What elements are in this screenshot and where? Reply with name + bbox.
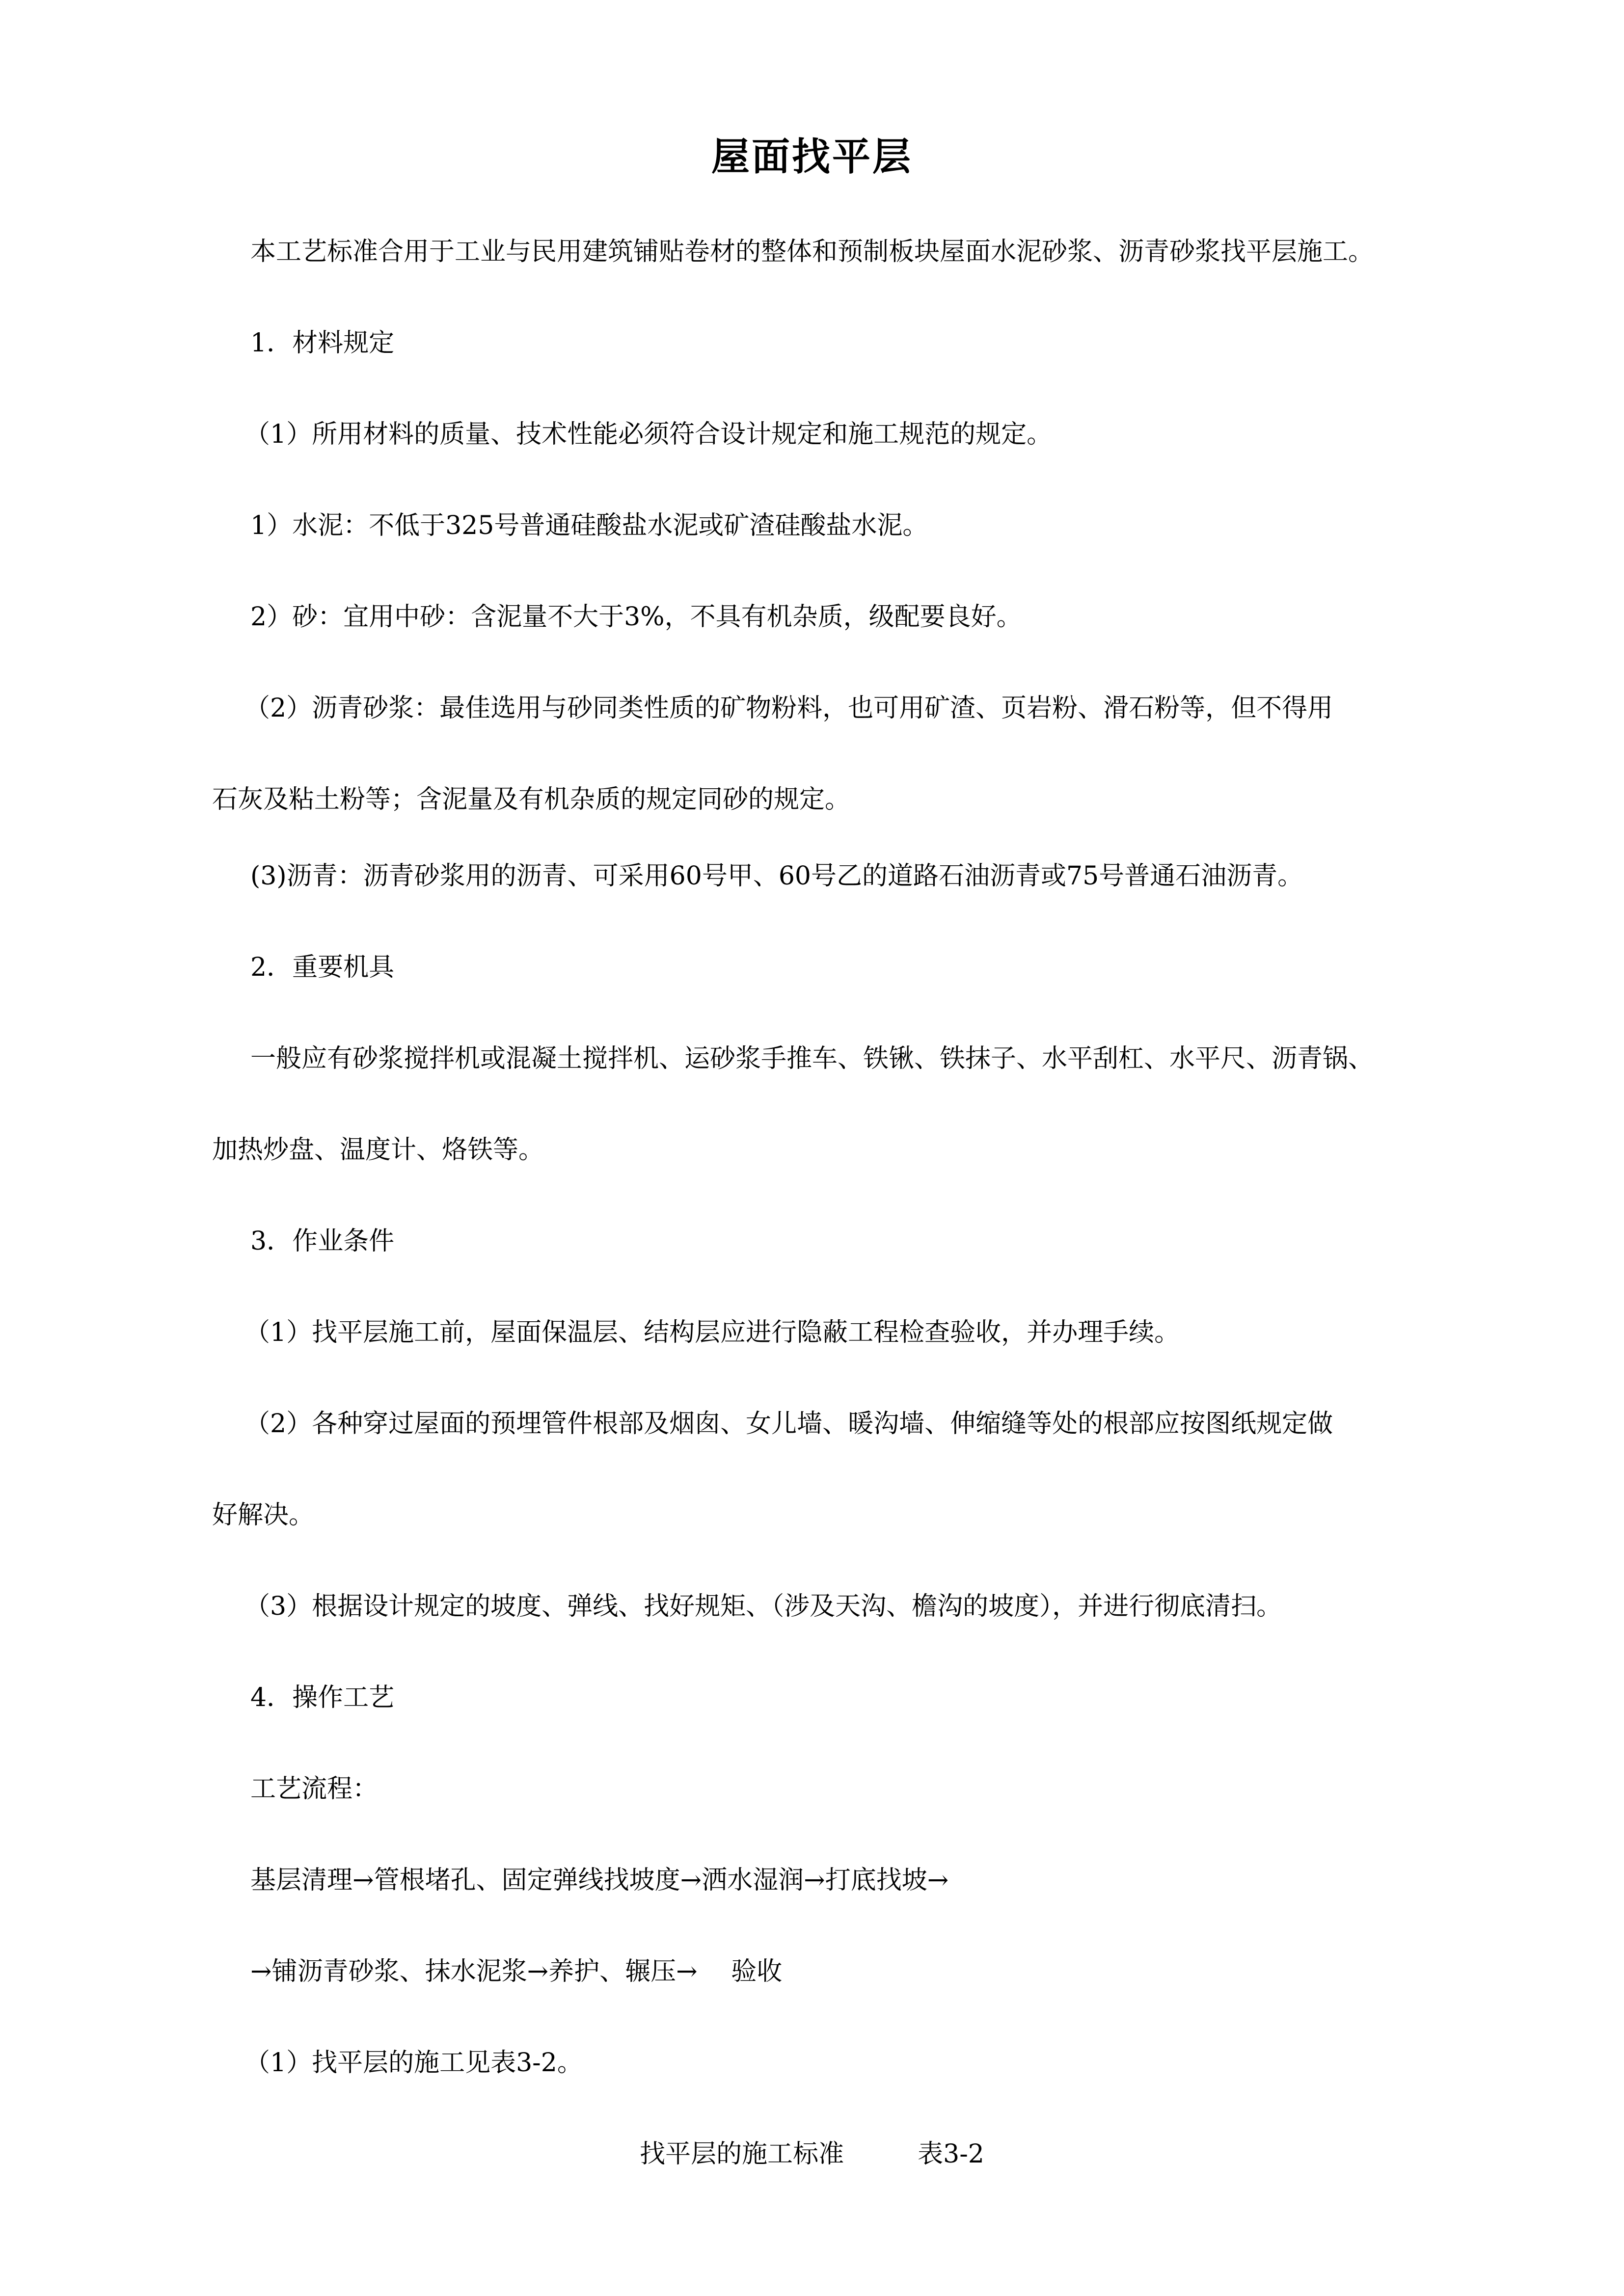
tools-text-line-1: 一般应有砂浆搅拌机或混凝土搅拌机、运砂浆手推车、铁锹、铁抹子、水平刮杠、水平尺、沥青锅、 [250,1044,1374,1073]
materials-item-cement: 1）水泥：不低于325号普通硅酸盐水泥或矿渣硅酸盐水泥。 [250,511,928,540]
intro-paragraph: 本工艺标准合用于工业与民用建筑铺贴卷材的整体和预制板块屋面水泥砂浆、沥青砂浆找平层施工。 [250,237,1374,267]
conditions-item-3: （3）根据设计规定的坡度、弹线、找好规矩、（涉及天沟、檐沟的坡度），并进行彻底清扫。 [244,1592,1282,1621]
process-item-1: （1）找平层的施工见表3-2。 [244,2048,583,2078]
table-caption-title: 找平层的施工标准 [640,2139,844,2169]
process-flow-line-1: 基层清理→管根堵孔、固定弹线找坡度→洒水湿润→打底找坡→ [250,1866,949,1895]
table-caption [0,2137,1624,2171]
tools-text-line-2: 加热炒盘、温度计、烙铁等。 [212,1135,544,1165]
conditions-item-2-line-2: 好解决。 [212,1500,315,1530]
process-flow-line-2: →铺沥青砂浆、抹水泥浆→养护、辗压→ 验收 [250,1957,783,1986]
conditions-item-2-line-1: （2）各种穿过屋面的预埋管件根部及烟囱、女儿墙、暖沟墙、伸缩缝等处的根部应按图纸规定做 [244,1409,1333,1439]
conditions-item-1: （1）找平层施工前，屋面保温层、结构层应进行隐蔽工程检查验收，并办理手续。 [244,1318,1180,1347]
table-caption-number: 表3-2 [918,2139,984,2169]
process-flow-label: 工艺流程： [250,1774,379,1804]
materials-item-3: (3)沥青：沥青砂浆用的沥青、可采用60号甲、60号乙的道路石油沥青或75号普通石油沥青。 [250,861,1303,891]
section-heading-materials: 1．材料规定 [250,328,395,358]
materials-item-1: （1）所用材料的质量、技术性能必须符合设计规定和施工规范的规定。 [244,420,1053,449]
section-heading-conditions: 3．作业条件 [250,1227,395,1256]
page-title: 屋面找平层 [711,134,913,179]
section-heading-process: 4．操作工艺 [250,1683,395,1712]
materials-item-2-line-2: 石灰及粘土粉等；含泥量及有机杂质的规定同砂的规定。 [212,785,851,814]
section-heading-tools: 2．重要机具 [250,953,395,982]
materials-item-2-line-1: （2）沥青砂浆：最佳选用与砂同类性质的矿物粉料，也可用矿渣、页岩粉、滑石粉等，但不得用 [244,694,1333,723]
materials-item-sand: 2）砂：宜用中砂：含泥量不大于3%，不具有机杂质，级配要良好。 [250,602,1022,632]
